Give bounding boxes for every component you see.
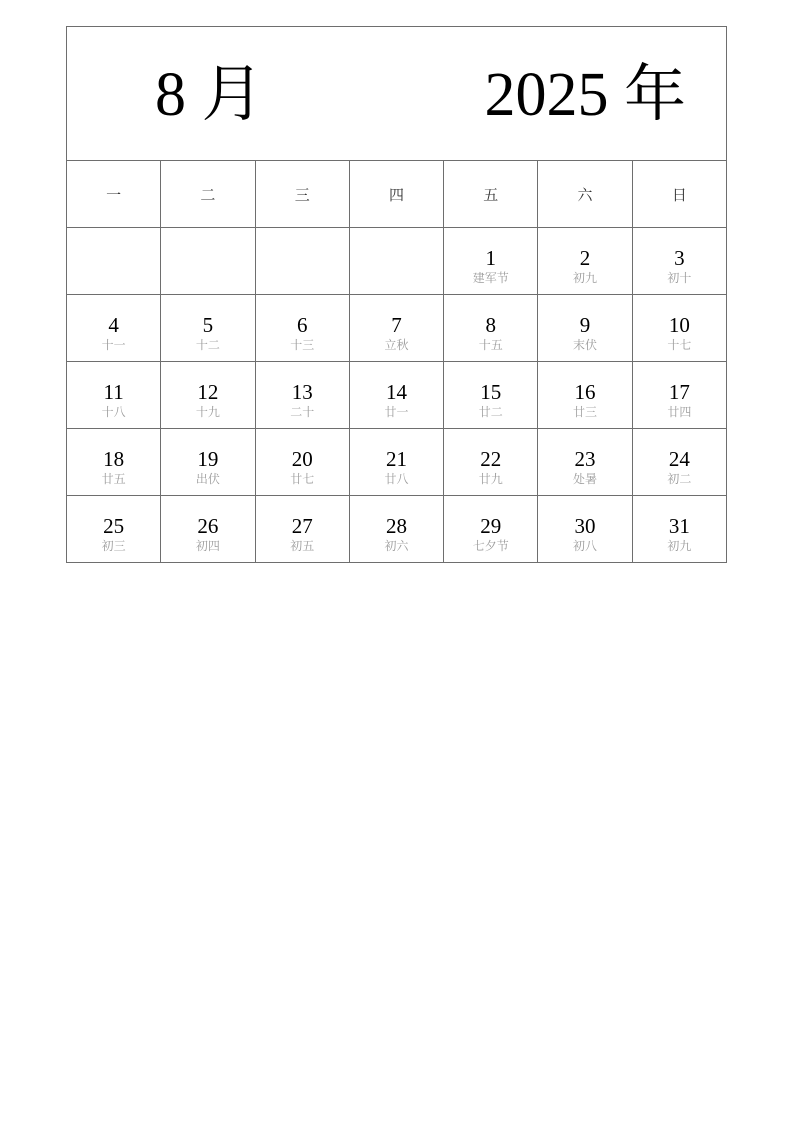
lunar-date-label: 初九 [667, 539, 692, 553]
day-cell[interactable] [444, 429, 538, 496]
day-number: 1 [485, 246, 497, 270]
lunar-date-label: 末伏 [573, 338, 598, 352]
day-cell[interactable] [161, 295, 255, 362]
lunar-date-label: 廿八 [384, 472, 409, 486]
day-number: 17 [668, 380, 690, 404]
weekday-label: 二 [161, 161, 255, 228]
day-number: 30 [574, 514, 596, 538]
lunar-date-label: 十八 [101, 405, 126, 419]
day-cell[interactable] [255, 429, 349, 496]
day-number: 28 [385, 514, 407, 538]
day-cell[interactable] [255, 362, 349, 429]
lunar-date-label: 七夕节 [472, 539, 509, 553]
day-cell[interactable] [538, 429, 632, 496]
weekday-label: 日 [632, 161, 726, 228]
day-cell[interactable] [67, 362, 161, 429]
lunar-date-label: 二十 [290, 405, 315, 419]
day-number: 29 [480, 514, 502, 538]
week-row [67, 228, 727, 295]
day-number: 11 [103, 380, 124, 404]
day-cell[interactable] [67, 496, 161, 563]
lunar-date-label: 初二 [667, 472, 692, 486]
day-number: 4 [108, 313, 119, 337]
lunar-date-label: 十一 [101, 338, 126, 352]
day-number: 16 [574, 380, 596, 404]
day-cell[interactable] [255, 496, 349, 563]
day-number: 7 [391, 313, 402, 337]
lunar-date-label: 廿二 [478, 405, 503, 419]
day-cell[interactable] [349, 429, 443, 496]
lunar-date-label: 十五 [478, 338, 503, 352]
empty-day-cell [349, 228, 443, 295]
lunar-date-label: 廿七 [290, 472, 315, 486]
day-cell[interactable] [632, 429, 726, 496]
day-cell[interactable] [349, 362, 443, 429]
year-title: 2025 年 [484, 61, 686, 129]
weekday-label: 一 [67, 161, 161, 228]
empty-day-cell [67, 228, 161, 295]
lunar-date-label: 初十 [667, 271, 692, 285]
day-number: 25 [103, 514, 125, 538]
lunar-date-label: 建军节 [472, 271, 509, 285]
lunar-date-label: 十七 [667, 338, 692, 352]
weekday-label: 五 [444, 161, 538, 228]
lunar-date-label: 十九 [195, 405, 220, 419]
empty-day-cell [255, 228, 349, 295]
day-cell[interactable] [444, 228, 538, 295]
day-number: 5 [202, 313, 214, 337]
lunar-date-label: 初四 [195, 539, 220, 553]
day-number: 13 [291, 380, 313, 404]
day-cell[interactable] [444, 362, 538, 429]
weekday-label: 六 [538, 161, 632, 228]
lunar-date-label: 立秋 [384, 338, 409, 352]
weekday-header-row [67, 161, 727, 228]
day-number: 3 [674, 246, 685, 270]
day-number: 20 [291, 447, 313, 471]
day-cell[interactable] [538, 496, 632, 563]
day-number: 18 [103, 447, 125, 471]
lunar-date-label: 廿九 [478, 472, 503, 486]
weekday-label: 三 [255, 161, 349, 228]
lunar-date-label: 初八 [573, 539, 598, 553]
lunar-date-label: 廿一 [384, 405, 409, 419]
day-number: 22 [480, 447, 502, 471]
month-title: 8 月 [155, 61, 264, 129]
calendar-grid [66, 26, 727, 563]
day-cell[interactable] [538, 228, 632, 295]
day-cell[interactable] [538, 295, 632, 362]
day-number: 21 [385, 447, 407, 471]
lunar-date-label: 十二 [195, 338, 220, 352]
day-cell[interactable] [161, 362, 255, 429]
week-row [67, 362, 727, 429]
lunar-date-label: 出伏 [195, 472, 220, 486]
day-cell[interactable] [255, 295, 349, 362]
day-number: 6 [296, 313, 308, 337]
day-number: 26 [197, 514, 219, 538]
lunar-date-label: 初六 [384, 539, 409, 553]
weekday-label: 四 [349, 161, 443, 228]
day-cell[interactable] [632, 362, 726, 429]
day-number: 8 [485, 313, 497, 337]
weeks-body [67, 228, 727, 563]
header-inner [67, 27, 726, 160]
day-number: 9 [579, 313, 591, 337]
day-cell[interactable] [67, 295, 161, 362]
day-number: 2 [579, 246, 591, 270]
day-number: 14 [385, 380, 407, 404]
day-number: 23 [574, 447, 596, 471]
day-cell[interactable] [349, 496, 443, 563]
day-cell[interactable] [349, 295, 443, 362]
day-number: 10 [668, 313, 690, 337]
day-cell[interactable] [161, 429, 255, 496]
day-number: 27 [291, 514, 313, 538]
day-cell[interactable] [67, 429, 161, 496]
week-row [67, 496, 727, 563]
lunar-date-label: 初五 [290, 539, 315, 553]
week-row [67, 295, 727, 362]
lunar-date-label: 处暑 [573, 472, 598, 486]
day-cell[interactable] [632, 496, 726, 563]
lunar-date-label: 初九 [573, 271, 598, 285]
empty-day-cell [161, 228, 255, 295]
day-cell[interactable] [538, 362, 632, 429]
day-number: 12 [197, 380, 219, 404]
day-cell[interactable] [161, 496, 255, 563]
lunar-date-label: 廿三 [573, 405, 598, 419]
day-number: 31 [668, 514, 690, 538]
day-number: 24 [668, 447, 690, 471]
day-cell[interactable] [444, 496, 538, 563]
day-number: 15 [480, 380, 502, 404]
lunar-date-label: 廿四 [667, 405, 692, 419]
day-number: 19 [197, 447, 219, 471]
calendar-header-row [67, 27, 727, 161]
day-cell[interactable] [632, 295, 726, 362]
week-row [67, 429, 727, 496]
day-cell[interactable] [632, 228, 726, 295]
lunar-date-label: 十三 [290, 338, 315, 352]
calendar-header [67, 27, 727, 161]
lunar-date-label: 廿五 [101, 472, 126, 486]
day-cell[interactable] [444, 295, 538, 362]
lunar-date-label: 初三 [101, 539, 126, 553]
